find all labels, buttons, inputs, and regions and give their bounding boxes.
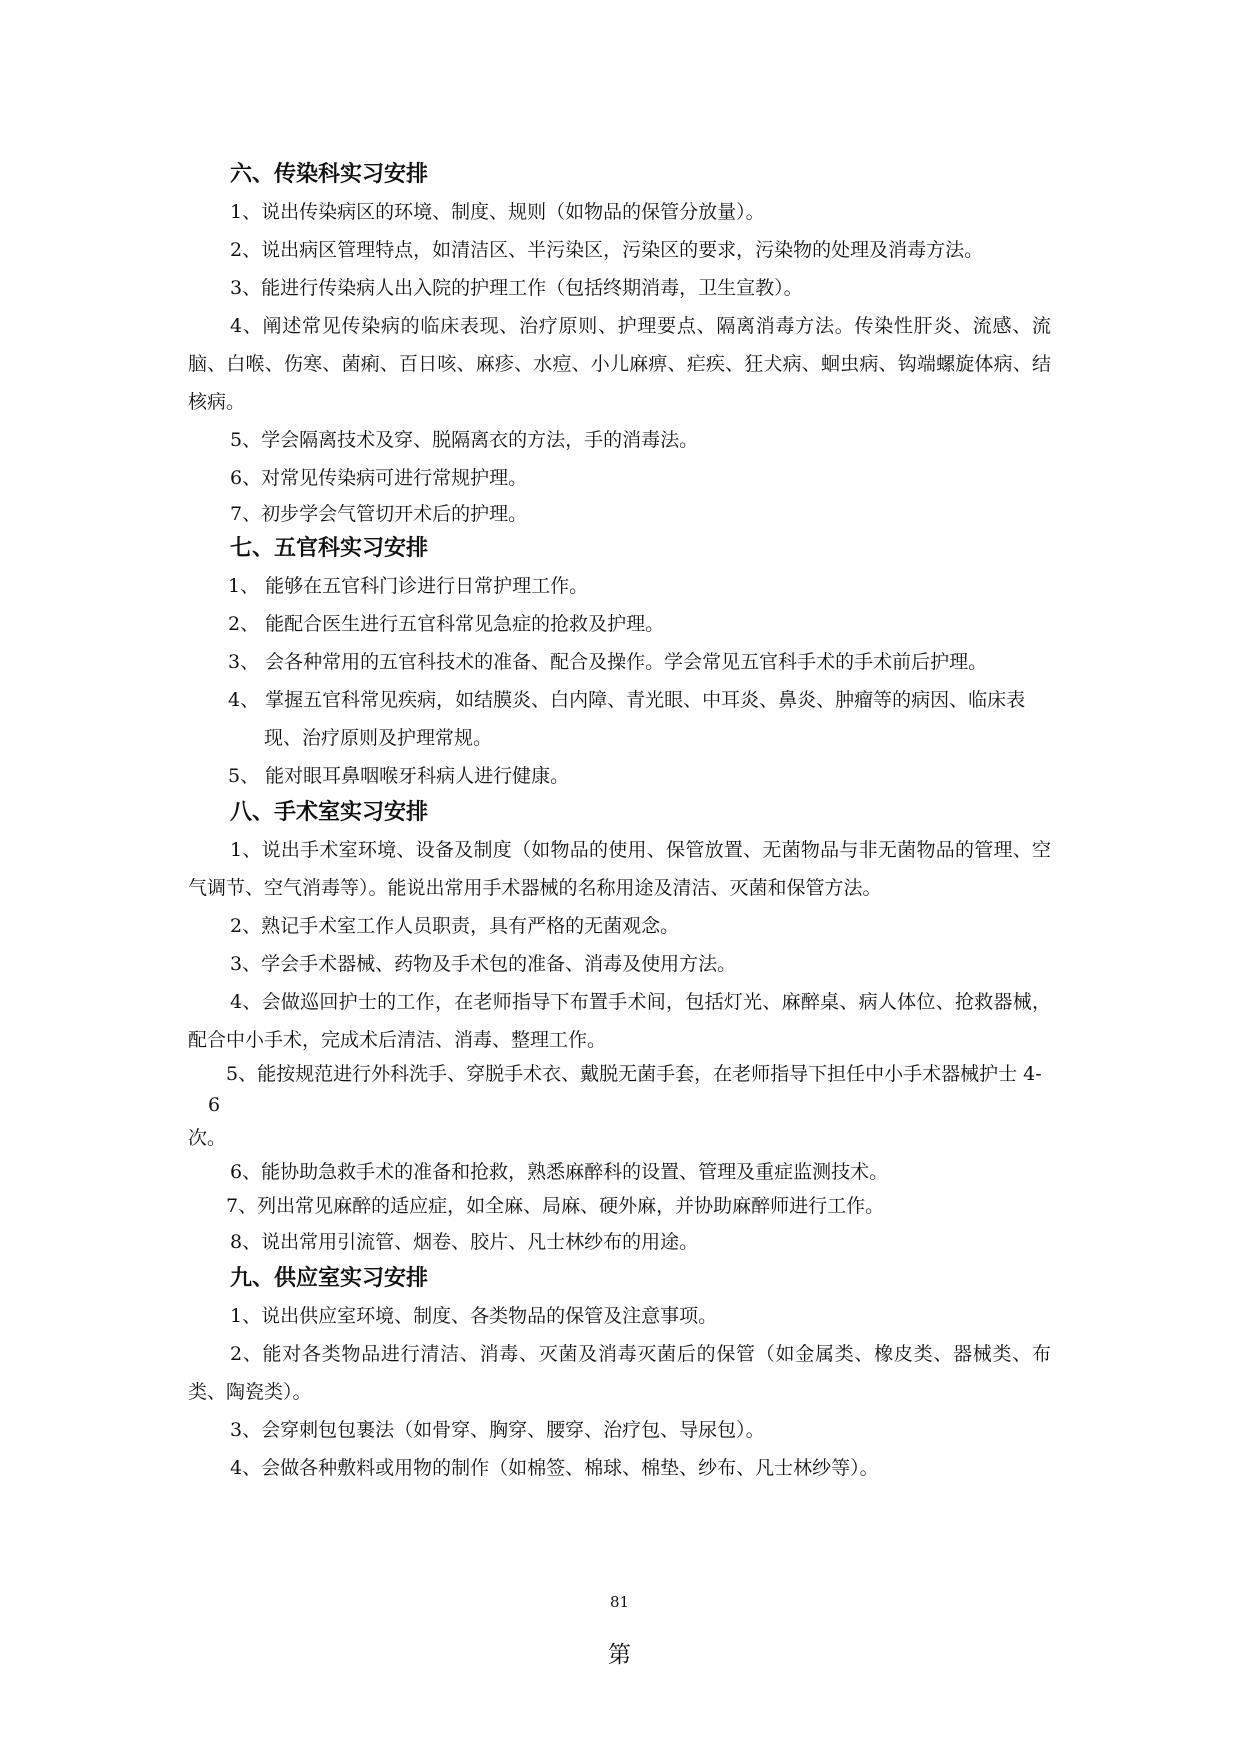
paragraph-tail: 次。 (188, 1127, 227, 1149)
paragraph: 1、说出供应室环境、制度、各类物品的保管及注意事项。 (230, 1305, 718, 1327)
trailing-character: 第 (608, 1642, 631, 1668)
document-body (188, 157, 1051, 1487)
section-heading: 九、供应室实习安排 (230, 1266, 429, 1291)
paragraph: 4、会做各种敷料或用物的制作（如棉签、棉球、棉垫、纱布、凡士林纱等）。 (230, 1457, 879, 1479)
paragraph: 8、说出常用引流管、烟卷、胶片、凡士林纱布的用途。 (230, 1231, 699, 1253)
paragraph: 5、学会隔离技术及穿、脱隔离衣的方法，手的消毒法。 (230, 429, 699, 451)
paragraph: 3、能进行传染病人出入院的护理工作（包括终期消毒，卫生宣教）。 (230, 277, 803, 299)
paragraph: 3、会穿刺包包裹法（如骨穿、胸穿、腰穿、治疗包、导尿包）。 (230, 1419, 765, 1441)
paragraph: 7、列出常见麻醉的适应症，如全麻、局麻、硬外麻，并协助麻醉师进行工作。 (226, 1195, 885, 1217)
paragraph: 7、初步学会气管切开术后的护理。 (230, 503, 528, 525)
paragraph: 6、对常见传染病可进行常规护理。 (230, 467, 528, 489)
section-infectious (188, 157, 1051, 531)
numbered-item: 1、 能够在五官科门诊进行日常护理工作。 (228, 575, 589, 597)
numbered-item: 5、 能对眼耳鼻咽喉牙科病人进行健康。 (228, 765, 570, 787)
numbered-item: 4、 掌握五官科常见疾病，如结膜炎、白内障、青光眼、中耳炎、鼻炎、肿瘤等的病因、临床表现、治疗原则及护理常规。 (228, 689, 1026, 749)
page-number: 81 (609, 1593, 630, 1611)
paragraph: 4、会做巡回护士的工作，在老师指导下布置手术间，包括灯光、麻醉桌、病人体位、抢救器械，配合中小手术，完成术后清洁、消毒、整理工作。 (188, 991, 1051, 1051)
section-ent (188, 531, 1051, 795)
paragraph: 1、说出手术室环境、设备及制度（如物品的使用、保管放置、无菌物品与非无菌物品的管理、空气调节、空气消毒等）。能说出常用手术器械的名称用途及清洁、灭菌和保管方法。 (188, 839, 1051, 899)
numbered-item: 2、 能配合医生进行五官科常见急症的抢救及护理。 (228, 613, 665, 635)
section-heading: 八、手术室实习安排 (230, 800, 429, 825)
paragraph: 2、能对各类物品进行清洁、消毒、灭菌及消毒灭菌后的保管（如金属类、橡皮类、器械类、布类、陶瓷类）。 (188, 1343, 1051, 1403)
paragraph: 5、能按规范进行外科洗手、穿脱手术衣、戴脱无菌手套，在老师指导下担任中小手术器械护士 4-6 (208, 1063, 1042, 1116)
paragraph: 1、说出传染病区的环境、制度、规则（如物品的保管分放量）。 (230, 201, 765, 223)
paragraph: 4、阐述常见传染病的临床表现、治疗原则、护理要点、隔离消毒方法。传染性肝炎、流感、流脑、白喉、伤寒、菌痢、百日咳、麻疹、水痘、小儿麻痹、疟疾、狂犬病、蛔虫病、钩端螺旋体病、结核病。 (188, 315, 1051, 413)
section-operating-room (188, 795, 1051, 1261)
numbered-item: 3、 会各种常用的五官科技术的准备、配合及操作。学会常见五官科手术的手术前后护理。 (228, 651, 988, 673)
paragraph: 3、学会手术器械、药物及手术包的准备、消毒及使用方法。 (230, 953, 737, 975)
paragraph: 2、说出病区管理特点，如清洁区、半污染区，污染区的要求，污染物的处理及消毒方法。 (230, 239, 984, 261)
section-heading: 七、五官科实习安排 (230, 536, 429, 561)
paragraph: 6、能协助急救手术的准备和抢救，熟悉麻醉科的设置、管理及重症监测技术。 (230, 1161, 889, 1183)
section-supply-room (188, 1261, 1051, 1487)
section-heading: 六、传染科实习安排 (230, 162, 429, 187)
paragraph: 2、熟记手术室工作人员职责，具有严格的无菌观念。 (230, 915, 680, 937)
